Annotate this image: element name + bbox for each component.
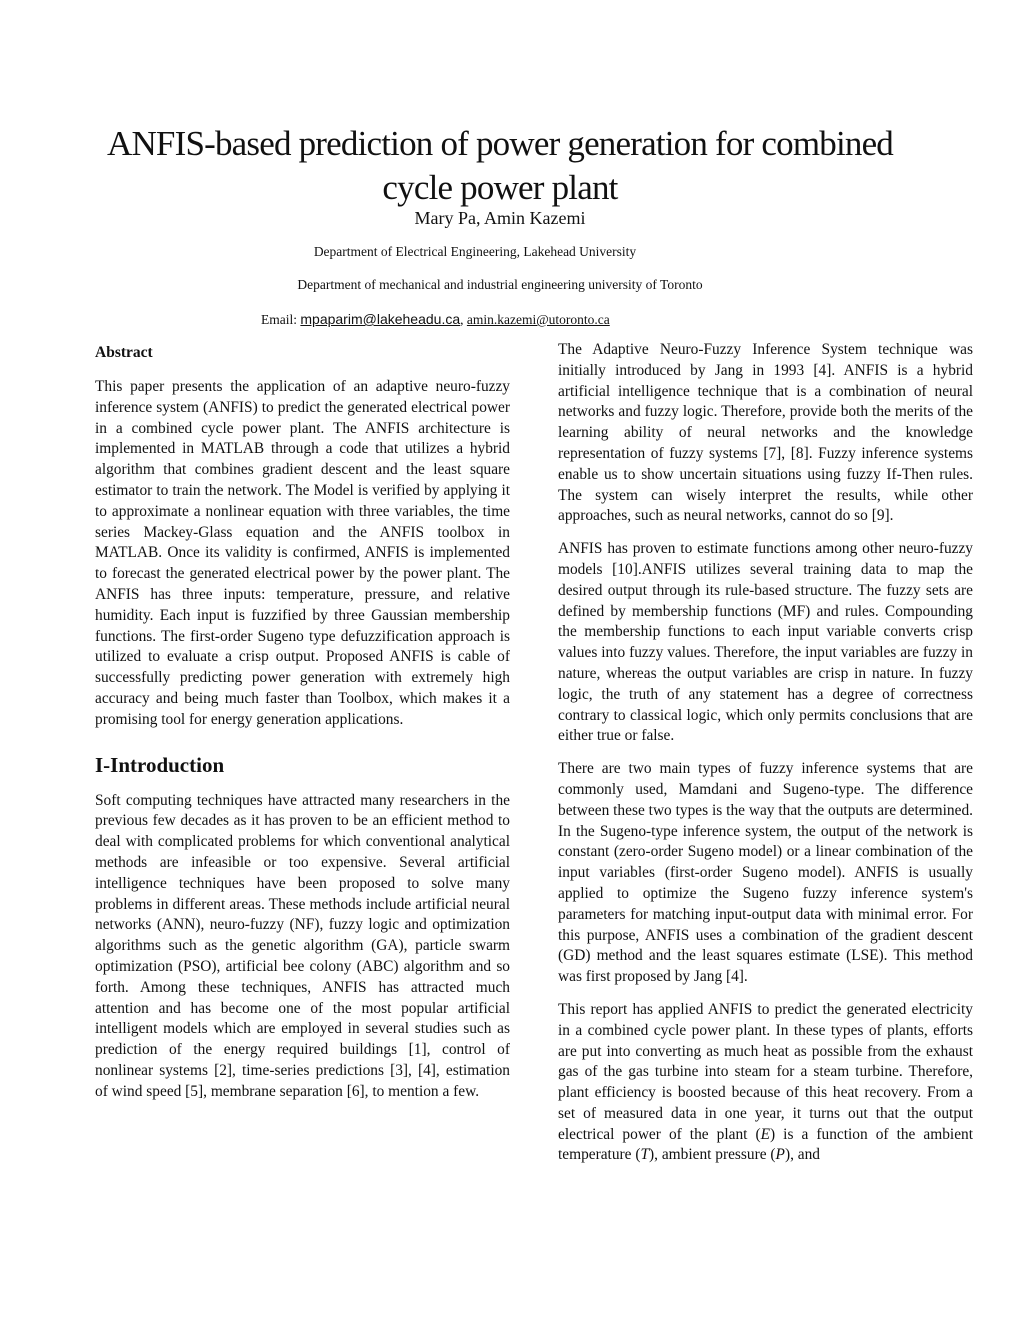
right-column: [558, 340, 973, 1166]
paragraph-5-part-a: This report has applied ANFIS to predict the generated electricity in a combined cycle power plant. In these types of plants, efforts are put into converting as much heat as possible from the exhaust gas of the gas turbine into steam for a steam turbine. Therefore, plant efficiency is boosted because of this heat recovery. From a set of measured data in one year, it turns out that the output electrical power of the plant (: [558, 1000, 973, 1143]
variable-e: E: [760, 1125, 771, 1143]
paragraph-5-part-d: ), and: [784, 1146, 820, 1164]
author-list: Mary Pa, Amin Kazemi: [414, 208, 586, 228]
email-link-toronto[interactable]: amin.kazemi@utoronto.ca: [466, 312, 610, 327]
paragraph-5-part-b: ) is a function of the ambient temperature (: [558, 1125, 974, 1164]
introduction-paragraph-4: There are two main types of fuzzy inference systems that are commonly used, Mamdani and Sugeno-type. The difference between these two types is the way that the outputs are determined. In the Sugeno-type inference system, the output of the network is constant (zero-order Sugeno model) or a linear combination of the input variables (first-order Sugeno model). ANFIS is usually applied to optimize the Sugeno fuzzy inference system's parameters for matching input-output data with minimal error. For this purpose, ANFIS uses a combination of the gradient descent (GD) method and the least squares estimate (LSE). This method was first proposed by Jang [4].: [558, 760, 973, 986]
left-column: [95, 340, 510, 1103]
paragraph-5-part-c: ), ambient pressure (: [649, 1146, 776, 1164]
introduction-paragraph-3: ANFIS has proven to estimate functions among other neuro-fuzzy models [10].ANFIS utilizes several training data to map the desired output through its rule-based structure. The fuzzy sets are defined by membership functions (MF) and rules. Compounding the membership functions to each input variable converts crisp values into fuzzy values. Therefore, the input variables are fuzzy in nature, whereas the output variables are crisp in nature. In fuzzy logic, the truth of any statement has a degree of correctness contrary to classical logic, which only permits conclusions that are either true or false.: [558, 540, 973, 745]
affiliation-mechanical: Department of mechanical and industrial engineering university of Toronto: [297, 277, 703, 292]
abstract-heading: Abstract: [95, 344, 153, 361]
variable-t: T: [640, 1146, 650, 1164]
introduction-paragraph-1: Soft computing techniques have attracted many researchers in the previous few decades as it has proven to be an efficient method to deal with complicated problems for which conventional analytical methods are infeasible or too expensive. Several artificial intelligence techniques have been proposed to solve many problems in different areas. These methods include artificial neural networks (ANN), neuro-fuzzy (NF), fuzzy logic and optimization algorithms such as the genetic algorithm (GA), particle swarm optimization (PSO), artificial bee colony (ABC) algorithm and so forth. Among these techniques, ANFIS has attracted much attention and has become one of the most popular artificial intelligent models which are employed in several studies such as prediction of the energy required buildings [1], control of nonlinear systems [2], time-series predictions [3], [4], estimation of wind speed [5], membrane separation [6], to mention a few.: [95, 791, 510, 1100]
variable-p: P: [775, 1146, 785, 1164]
email-label: Email:: [261, 312, 301, 327]
section-heading-introduction: I-Introduction: [95, 752, 225, 777]
email-link-lakehead[interactable]: mpaparim@lakeheadu.ca: [300, 311, 461, 327]
affiliation-electrical: Department of Electrical Engineering, Lakehead University: [313, 244, 637, 259]
email-line: [261, 310, 610, 329]
introduction-paragraph-2: The Adaptive Neuro-Fuzzy Inference System technique was initially introduced by Jang in 1993 [4]. ANFIS is a hybrid artificial intelligence technique that is a combination of neural networks and fuzzy logic. Therefore, provide both the merits of the learning ability of neural networks and the knowledge representation of fuzzy systems [7], [8]. Fuzzy inference systems enable us to show uncertain situations using fuzzy If-Then rules. The system can wisely interpret the results, while other approaches, such as neural networks, cannot do so [9].: [558, 341, 973, 525]
email-separator: ,: [460, 312, 467, 327]
abstract-text: This paper presents the application of an adaptive neuro-fuzzy inference system (ANFIS) to predict the generated electrical power in a combined cycle power plant. The ANFIS architecture is implemented in MATLAB through a code that utilizes a hybrid algorithm that combines gradient descent and the least square estimator to train the network. The Model is verified by applying it to approximate a nonlinear equation with three variables, the time series Mackey-Glass equation and the ANFIS toolbox in MATLAB. Once its validity is confirmed, ANFIS is implemented to forecast the generated electrical power by the power plant. The ANFIS has three inputs: temperature, pressure, and relative humidity. Each input is fuzzified by three Gaussian membership functions. The first-order Sugeno type defuzzification approach is utilized to evaluate a crisp output. Proposed ANFIS is cable of successfully predicting power generation with extremely high accuracy and being much faster than Toolbox, which makes it a promising tool for energy generation applications.: [95, 378, 510, 728]
introduction-paragraph-5: [558, 1000, 973, 1166]
paper-title: ANFIS-based prediction of power generation for combined cycle power plant: [106, 124, 894, 207]
